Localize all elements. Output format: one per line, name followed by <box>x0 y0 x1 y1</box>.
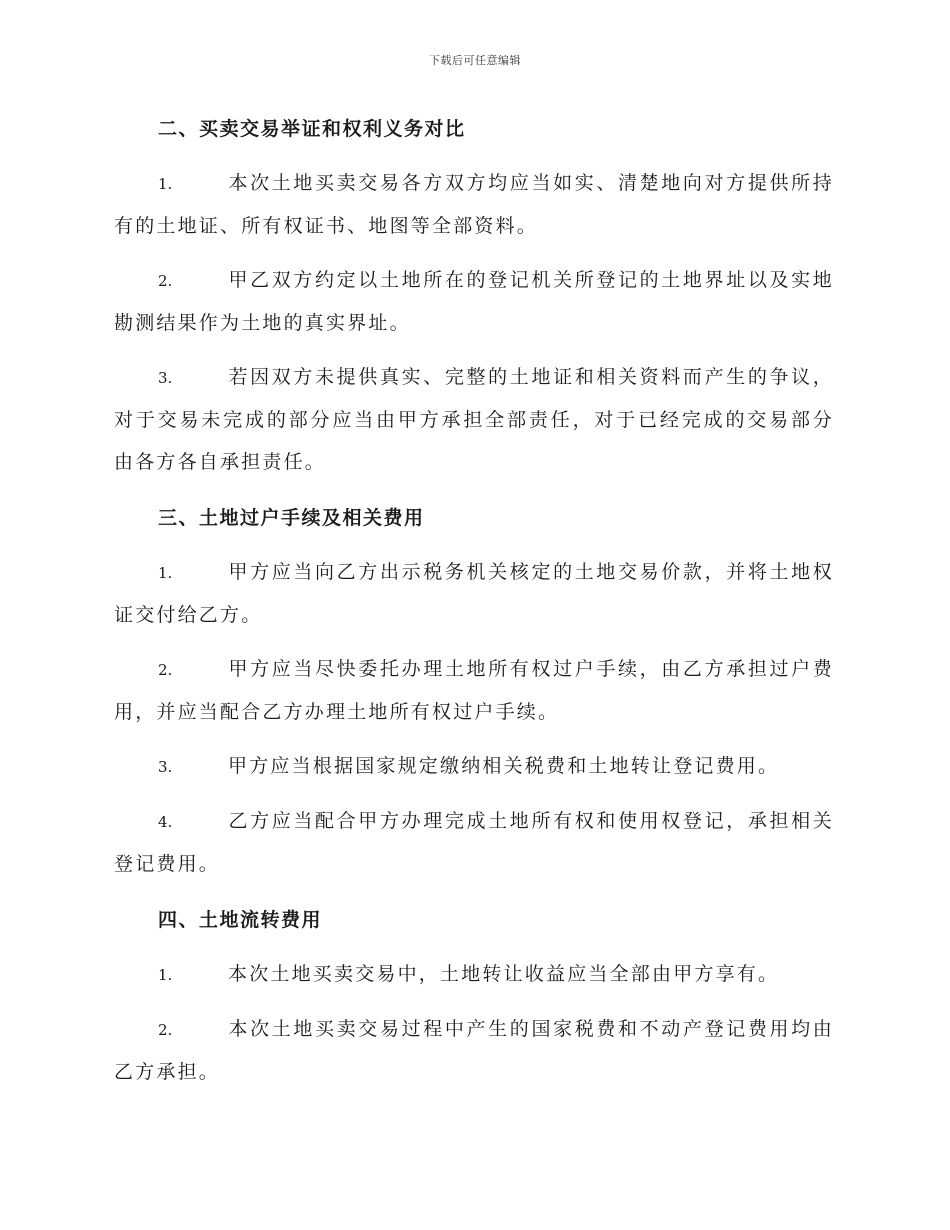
document-body <box>114 108 834 1105</box>
section-heading: 二、买卖交易举证和权利义务对比 <box>158 118 466 140</box>
item-number: 2. <box>158 272 173 290</box>
item-text: 本次土地买卖交易中，土地转让收益应当全部由甲方享有。 <box>228 963 780 985</box>
list-item <box>114 953 834 996</box>
section-heading: 三、土地过户手续及相关费用 <box>158 507 425 529</box>
item-number: 4. <box>158 813 173 831</box>
item-number: 1. <box>158 564 173 582</box>
list-item <box>114 551 834 636</box>
list-item <box>114 800 834 885</box>
list-item <box>114 648 834 733</box>
item-number: 3. <box>158 369 173 387</box>
list-item <box>114 356 834 483</box>
list-item <box>114 745 834 788</box>
item-text: 乙方应当配合甲方办理完成土地所有权和使用权登记，承担相关登记费用。 <box>114 810 834 875</box>
list-item <box>114 1008 834 1093</box>
page-header: 下载后可任意编辑 <box>429 54 521 67</box>
item-number: 2. <box>158 661 173 679</box>
item-number: 3. <box>158 758 173 776</box>
item-number: 1. <box>158 966 173 984</box>
list-item <box>114 162 834 247</box>
item-text: 甲乙双方约定以土地所在的登记机关所登记的土地界址以及实地勘测结果作为土地的真实界址。 <box>114 269 834 334</box>
item-number: 2. <box>158 1021 173 1039</box>
item-text: 若因双方未提供真实、完整的土地证和相关资料而产生的争议，对于交易未完成的部分应当由甲方承担全部责任，对于已经完成的交易部分由各方各自承担责任。 <box>114 366 834 473</box>
item-text: 甲方应当根据国家规定缴纳相关税费和土地转让登记费用。 <box>228 755 780 777</box>
section-heading: 四、土地流转费用 <box>158 909 323 931</box>
item-text: 甲方应当向乙方出示税务机关核定的土地交易价款，并将土地权证交付给乙方。 <box>114 561 834 626</box>
item-number: 1. <box>158 175 173 193</box>
item-text: 本次土地买卖交易过程中产生的国家税费和不动产登记费用均由乙方承担。 <box>114 1018 834 1083</box>
item-text: 本次土地买卖交易各方双方均应当如实、清楚地向对方提供所持有的土地证、所有权证书、地图等全部资料。 <box>114 172 834 237</box>
item-text: 甲方应当尽快委托办理土地所有权过户手续，由乙方承担过户费用，并应当配合乙方办理土地所有权过户手续。 <box>114 658 834 723</box>
list-item <box>114 259 834 344</box>
